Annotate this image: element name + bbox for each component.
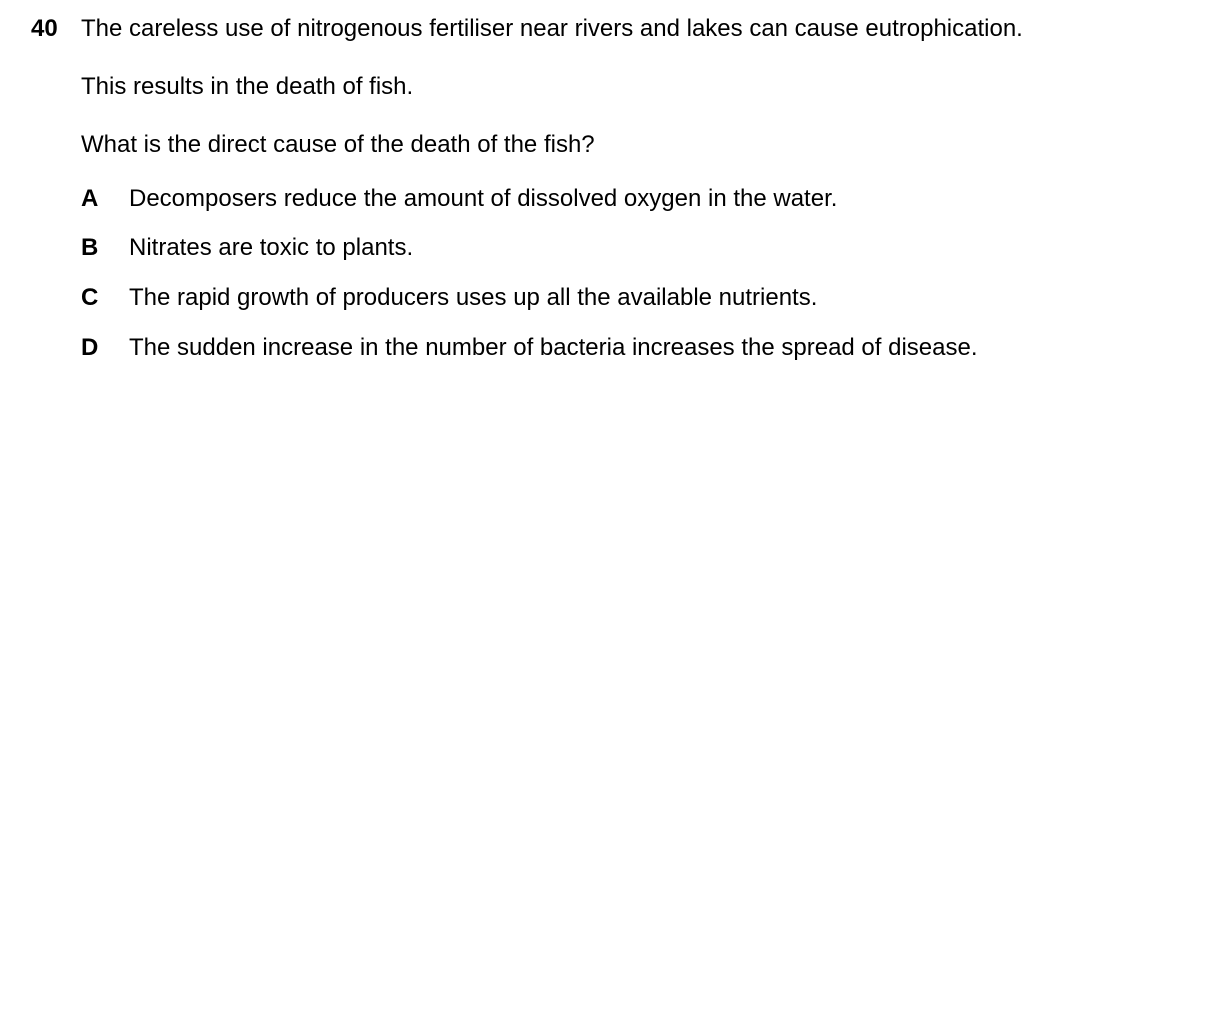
option-letter: B xyxy=(81,234,99,261)
option-letter: C xyxy=(81,284,99,311)
option-letter: D xyxy=(81,334,99,361)
option-c[interactable] xyxy=(81,286,1181,316)
question-stem-line: The careless use of nitrogenous fertiliser near rivers and lakes can cause eutrophication. xyxy=(81,15,1023,42)
question-stem-line: This results in the death of fish. xyxy=(81,73,414,100)
question-prompt: What is the direct cause of the death of the fish? xyxy=(81,131,595,158)
option-text: Decomposers reduce the amount of dissolved oxygen in the water. xyxy=(129,185,838,212)
question-number: 40 xyxy=(31,15,58,42)
option-text: Nitrates are toxic to plants. xyxy=(129,234,414,261)
option-letter: A xyxy=(81,185,99,212)
option-d[interactable] xyxy=(81,336,1181,366)
option-a[interactable] xyxy=(81,187,1181,217)
option-b[interactable] xyxy=(81,236,1181,266)
option-text: The sudden increase in the number of bacteria increases the spread of disease. xyxy=(129,334,978,361)
option-text: The rapid growth of producers uses up all the available nutrients. xyxy=(129,284,818,311)
